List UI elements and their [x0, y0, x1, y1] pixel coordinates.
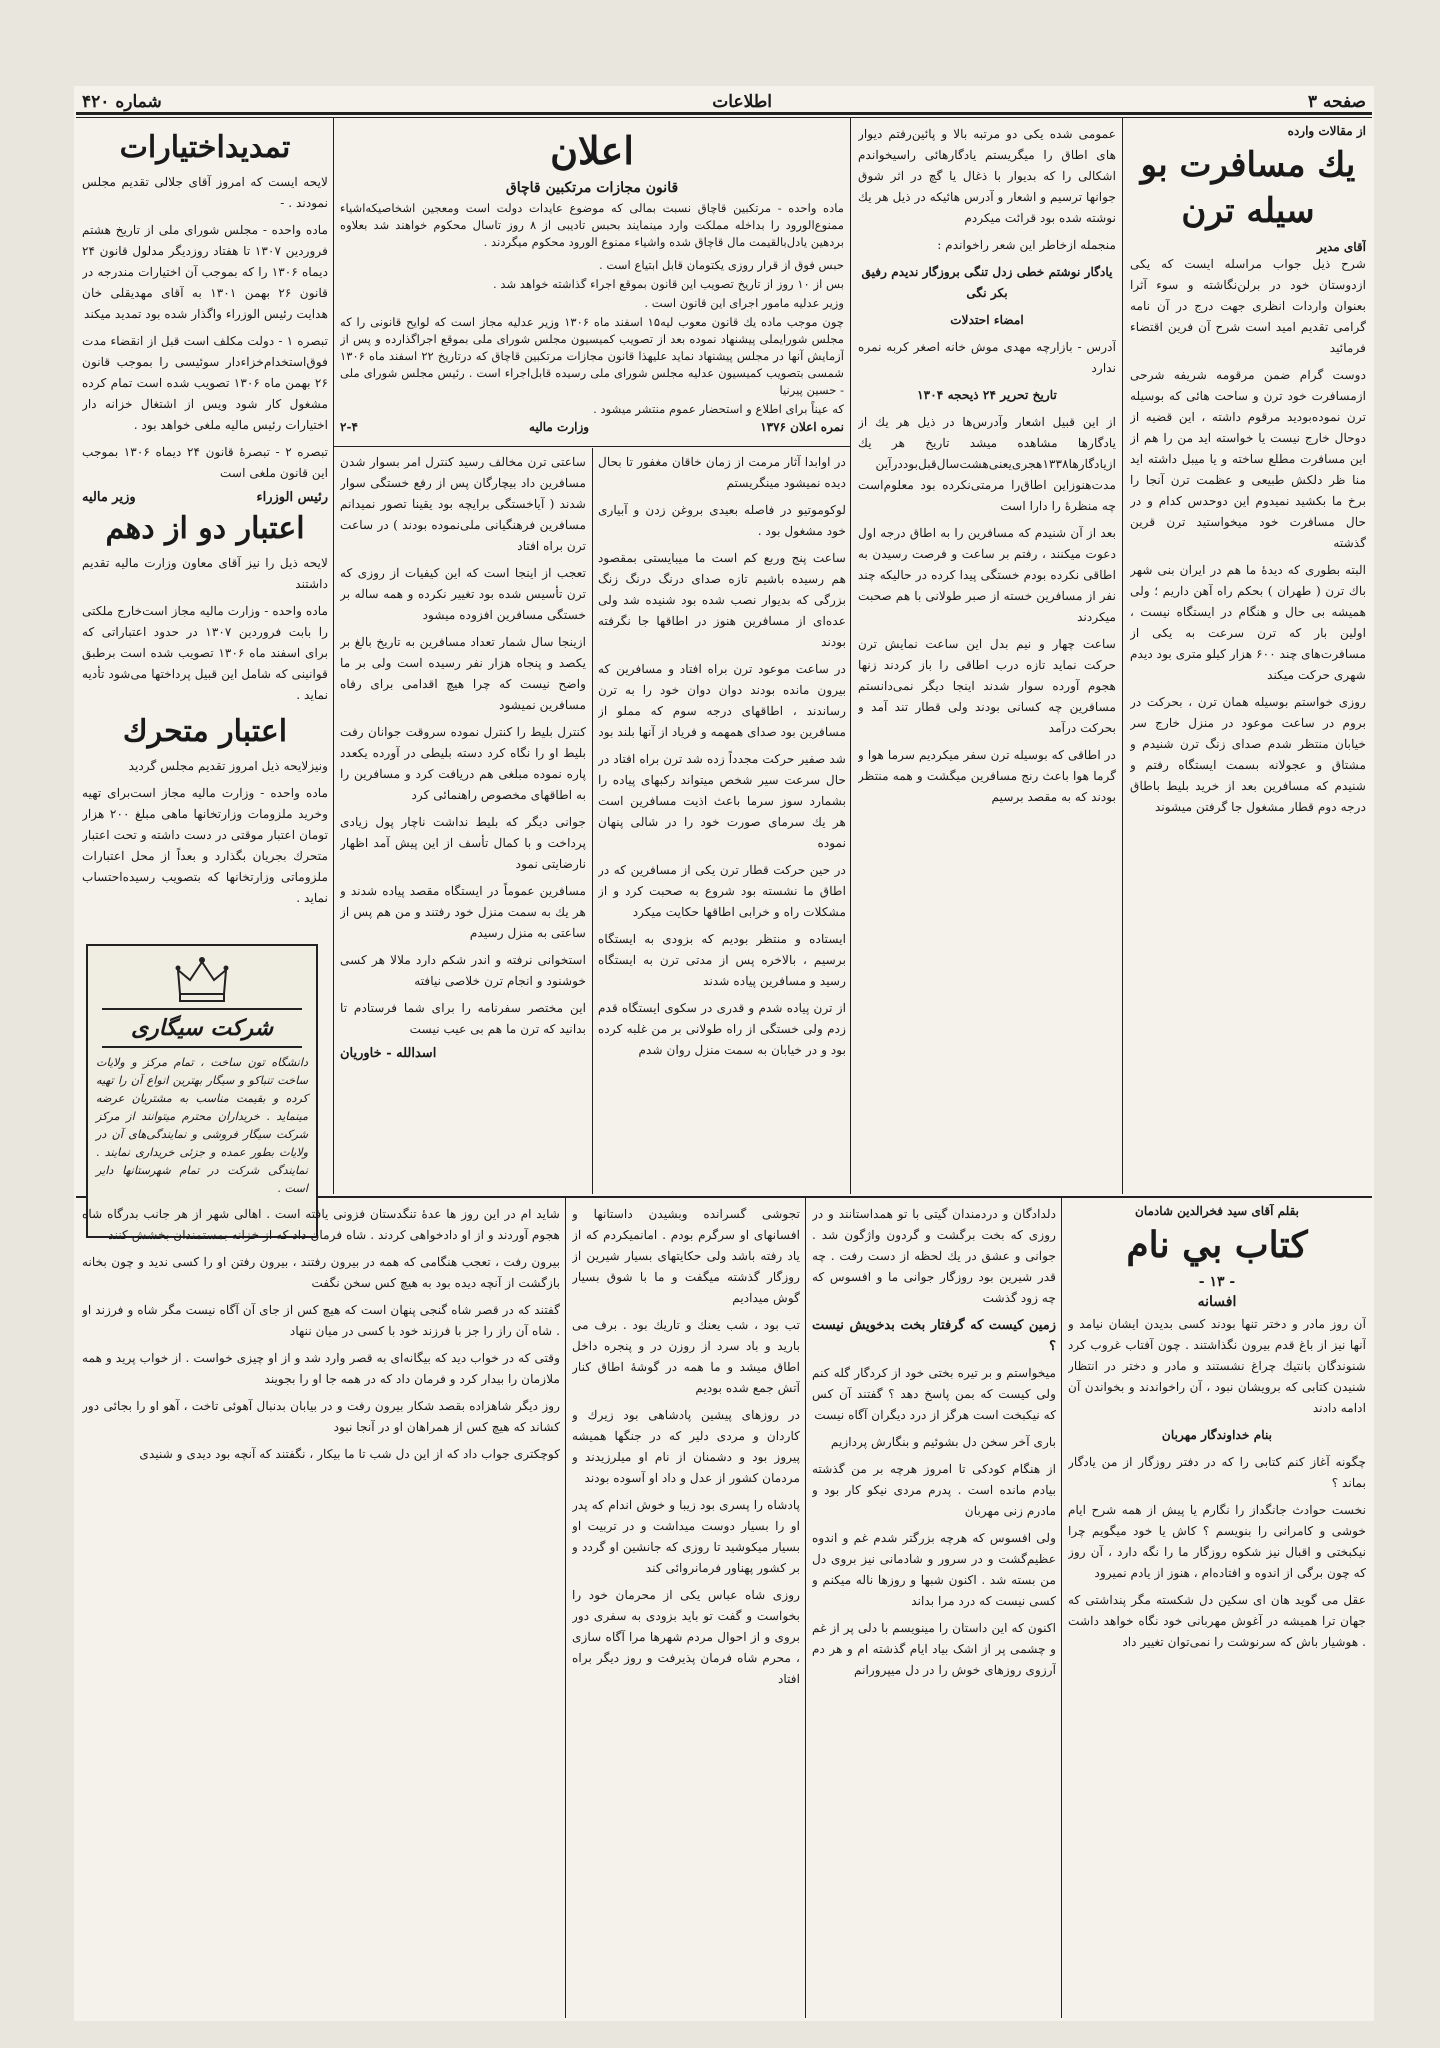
paragraph: چگونه آغاز کنم کتابی را که در دفتر روزگار از من یادگار بماند ؟	[1068, 1455, 1366, 1490]
paragraph: لایحه ایست که امروز آقای جلالی تقدیم مجلس نمودند . -	[82, 175, 328, 210]
paragraph: گفتند که در قصر شاه گنجی پنهان است که هیچ کس از جای آن آگاه نیست مگر شاه و فرزند او . شاه آن راز را جز با فرزند خود با کسی در میان ننهاد	[82, 1303, 560, 1338]
paragraph: لایحه ذیل را نیز آقای معاون وزارت مالیه تقدیم داشتند	[82, 556, 328, 591]
paragraph: میخواستم و بر تیره بختی خود از کردگار گله کنم ولی کیست که بمن پاسخ دهد ؟ گفتند آن کس که نیکبخت است هرگز از درد دیگران آگاه نیست	[812, 1366, 1056, 1422]
announcement-title: اعلان	[550, 128, 634, 173]
announcement-subtitle: قانون مجازات مرتکبین قاچاق	[505, 180, 679, 196]
law-article: حبس فوق از قرار روزی یکتومان قابل ابتیاع است .	[599, 258, 844, 272]
paragraph: این مختصر سفرنامه را برای شما فرستادم تا بدانید که ترن ما هم بی عیب نیست	[340, 1001, 586, 1036]
paragraph: روزی شاه عباس یکی از محرمان خود را بخواست و گفت تو باید بزودی به سفری دور بروی و از احوال مردم شهرها مرا آگاه سازی ، محرم شاه فرمان پذیرفت و روز دیگر براه افتاد	[572, 1588, 800, 1686]
paragraph: تعجب از اینجا است که این کیفیات از روزی که ترن تأسیس شده بود تغییر نکرده و همه ساله بر خستگی مسافرین افزوده میشود	[340, 566, 586, 622]
signature-finance-minister: وزیر مالیه	[82, 490, 136, 505]
column-nameless-book-3	[572, 1204, 800, 2014]
paragraph: در اوابدا آثار مرمت از زمان خاقان مغفور تا بحال دیده نمیشود مینگریستم	[598, 455, 846, 490]
paragraph: بارى آخر سخن دل بشوئیم و بنگارش پردازیم	[830, 1435, 1056, 1449]
column-nameless-book-2	[812, 1204, 1056, 2014]
column-rule	[565, 1198, 566, 2018]
paragraph: ساعت چهار و نیم بدل این ساعت نمایش ترن حرکت نماید تازه درب اطاقی را باز کردند زنها هجوم آورده سوار شدند اینجا دیگر نمی‌دانستم مسافرین چه کسانی بودند ولی قطار تند آمد و بحرکت درآمد	[858, 637, 1116, 735]
paragraph: پادشاه را پسری بود زیبا و خوش اندام که پدر او را بسیار دوست میداشت و در تربیت او بسیار میکوشید تا روزی که جانشین او گردد و بر کشور پهناور فرمانروائی کند	[572, 1498, 800, 1575]
header-rule-top	[76, 112, 1372, 115]
column-rule	[333, 118, 334, 1194]
paragraph: شاید ام در این روز ها عدهٔ تنگدستان فزونی یافته است . اهالی شهر از هر جانب بدرگاه شاه هجوم آوردند و از او دادخواهی کردند . شاه فرمان داد که از خزانه بمستمندان بخشش کنند	[82, 1207, 560, 1242]
masthead: اطلاعات	[712, 92, 772, 112]
column-parliament-bills	[82, 124, 328, 938]
paragraph: ماده واحده - وزارت مالیه مجاز است‌برای تهیه وخرید ملزومات وزارتخانها ماهی مبلغ ۲۰۰ هزار تومان اعتبار موقتی در دست داشته و تحت اعتبار متحرك بجریان بگذارد و بعداً از محل اعتبارات ملزوماتی وزارتخانها که بتصویب رسیده‌احتساب نماید .	[82, 786, 328, 905]
paragraph: تجوشی گسرانده وبشیدن داستانها و افسانهای او سرگرم بودم . امانمیکردم که از یاد رفته باشد ولی حکایتهای بسیار شیرین از روزگار گذشته میگفت و ما با شوق بسیار گوش میدادیم	[572, 1207, 800, 1305]
paragraph: ساعتی ترن مخالف رسید کنترل امر بسوار شدن مسافرین داد بیچارگان پس از رفع خستگی سوار شدند ( آیاخستگی برایچه بود یقینا تصور نمیدانم مسافرین فرهنگیانی ملی‌نموده بودند ) در ساعت ترن براه افتاد	[340, 455, 586, 553]
column-rule	[805, 1198, 806, 2018]
paragraph: عقل می گوید هان ای سکین دل شکسته مگر پنداشتی که جهان ترا همیشه در آغوش مهربانی خود نگاه خواهد داشت . هوشیار باش که سرنوشت را نمی‌توان تغییر داد	[1068, 1593, 1366, 1649]
bill-title-mobile-credit: اعتبار متحرك	[122, 714, 288, 749]
paragraph: وقتی که در خواب دید که بیگانه‌ای به قصر وارد شد و از او چیزی خواست . از خواب پرید و همه ملازمان را بیدار کرد و فرمان داد که در همه جا او را بجویند	[82, 1351, 560, 1386]
issue-number: شماره ۴۲۰	[82, 92, 162, 112]
paragraph: البته بطوری که دیدهٔ ما هم در ایران بنی شهر باك ترن ( طهران ) بحکم راه آهن داریم ؛ ولی همیشه بی حال و هنگام در ایستگاه نیست ، اولین بار که ترن سرعت به یکی از مسافرت‌های چند ۶۰۰ هزار کیلو متری بود دیدم شهری حرکت میکند	[1130, 563, 1366, 682]
article-signature: اسدالله - خاوریان	[340, 1046, 437, 1061]
paragraph: اکنون که این داستان را مینویسم با دلی پر از غم و چشمی پر از اشک بیاد ایام گذشته ام و هر دم آرزوی روزهای خوش را در دل میپرورانم	[812, 1621, 1056, 1677]
column-rule	[1061, 1198, 1062, 2018]
paragraph: دوست گرام ضمن مرقومه شریفه شرحی ازمسافرت خود ترن و ساحت هائی که بوسیله ترن نموده‌بودید مرقوم داشته ، این قضیه از دوحال خارج نیست یا خواسته اید من را هم از این مسافرت مطلع ساخته و یا میبل داشته اید منا ظر دلکش طبیعی و عظمت ترن آنجا را برخ ما بکشید نمیدوم این دوحدس کدام و در حال مسافرت خود میخواستید ترن قرین گذشته	[1130, 368, 1366, 550]
paragraph: در حین حرکت قطار ترن یکی از مسافرین که در اطاق ما نشسته بود شروع به صحبت کرد و از مشکلات راه و خرابی اطاقها حکایت میکرد	[598, 863, 846, 919]
paragraph: شد صفیر حرکت مجدداً زده شد ترن براه افتاد در حال سرعت سیر شخص میتواند رکبهای پیاده را بشمارد سوز سرما باعث اذیت مسافرین است هر یك سرمای صورت خود را در شالی پنهان نموده	[598, 752, 846, 850]
paragraph: در اطاقی که بوسیله ترن سفر میکردیم سرما هوا و گرما هوا باعث رنج مسافرین میگشت و همه منتظر بودند که به مقصد برسیم	[858, 748, 1116, 804]
poem-signature: امضاء احتدلات	[950, 313, 1024, 327]
signature-prime-minister: رئیس الوزراء	[256, 490, 328, 505]
announcement-smuggling-law	[340, 124, 844, 442]
article-title: يك مسافرت بو سيله ترن	[1140, 145, 1356, 231]
announcement-closing: که عیناً برای اطلاع و استحضار عموم منتشر میشود .	[593, 402, 844, 416]
paragraph: تبصره ۱ - دولت مکلف است قبل از انقضاء مدت فوق‌استخدام‌خزاء‌دار سوئیسی را بموجب قانون ۲۶ بهمن ماه ۱۳۰۶ تصویب شده است تمام کرده مشغول کار شود ویس از اشتغال خزانه دار اختیارات رئیس مالیه ملغی خواهد بود .	[82, 334, 328, 432]
column-article-continued-3	[340, 452, 586, 1192]
paragraph: ساعت پنج وربع کم است ما میبایستی بمقصود هم رسیده باشیم تازه صدای درنگ درنگ زنگ بزرگی که بدیوار نصب شده بود شنیده شد ولی عده‌ای از مسافرین هنوز در اطاقها جا نگرفته بودند	[598, 551, 846, 649]
paragraph: کوچکتری جواب داد که از این دل شب تا ما بیکار ، نگفتند که آنچه بود دیدی و شنیدی	[139, 1447, 560, 1461]
column-rule	[850, 118, 851, 1194]
section-kicker: از مقالات وارده	[1287, 124, 1366, 138]
paragraph: ولی افسوس که هرچه بزرگتر شدم غم و اندوه عظیم‌گشت و در سرور و شادمانی نیز بروی دل من بسته شد . اکنون شبها و روزها ناله میکنم و کسی نیست که درد مرا بداند	[812, 1531, 1056, 1608]
paragraph: ونیزلایحه ذیل امروز تقدیم مجلس گردید	[128, 759, 328, 773]
bill-title-twelfth-credit: اعتبار دو از دهم	[105, 511, 305, 546]
invocation: بنام خداوندگار مهربان	[1161, 1428, 1273, 1442]
paragraph: از هنگام کودکی تا امروز هرچه بر من گذشته بیادم مانده است . پدرم مردی نیکو کار بود و مادرم زنی مهربان	[812, 1462, 1056, 1518]
announcement-code: ۲-۴	[340, 420, 358, 434]
paragraph: دلدادگان و دردمندان گیتی با تو همداستانند و در روزی که بخت برگشت و گردون واژگون شد . جوانی و عشق در یك لحظه از دست رفت . چه قدر شیرین بود روزگار جوانی ما و افسوس که چه زود گذشت	[812, 1207, 1056, 1305]
page-number: صفحه ۳	[1307, 92, 1366, 112]
salutation: آقای مدیر	[1317, 240, 1366, 254]
column-nameless-book	[1068, 1204, 1366, 2014]
header-rule-bottom	[76, 117, 1372, 118]
paragraph: در روزهای پیشین پادشاهی بود زیرك و کاردان و مردی دلیر که در جنگها همیشه پیروز بود و دشمنان از نام او میلرزیدند و مردمان کشور از عدل و داد او آسوده بودند	[572, 1408, 800, 1485]
column-article-continued	[858, 124, 1116, 1192]
law-article: چون موجب ماده یك قانون معوب لیه‌۱۵ اسفند ماه ۱۳۰۶ وزیر عدلیه مجاز است که لوایح قانونی را که مجلس شورایملی پیشنهاد نموده بعد از تصویب کمیسیون مجلس شورای ملی بموقع اجراگذارده و پس از آزمایش آنها در مجلس پیشنهاد نماید علیهذا قانون مجازات مرتکبین قاچاق که درتاریخ ۲۲ اسفند ماه ۱۳۰۶ شمسی بتصویب کمیسیون عدلیه مجلس شورای ملی رسیده قابل‌اجراء است . رئیس مجلس شورای ملی - حسین پیرنیا	[340, 315, 844, 397]
paragraph: شرح ذیل جواب مراسله ایست که یکی ازدوستان خود در برلن‌نگاشته و سوء آثرا بعنوان واردات انظری جهت درج در آن نامه گرامی تقدیم امید است شرح آن فرین اقتضاء فرمائید	[1130, 257, 1366, 355]
cigarette-company-advertisement	[86, 944, 318, 1238]
address-line: آدرس - بازارچه مهدی موش خانه اصغر کربه نمره ندارد	[858, 340, 1116, 375]
paragraph: در ساعت موعود ترن براه افتاد و مسافرین که بیرون مانده بودند دوان دوان خود را به ترن رساندند ، اطاقهای درجه سوم که مملو از مسافرین بود صدای همهمه و فریاد از آنها بلند بود	[598, 662, 846, 739]
paragraph: بیرون رفت ، تعجب هنگامی که همه در بیرون رفتند ، بیرون رفتن او را کسی ندید و چون بخانه بازگشت از آنچه دیده بود به هیچ کس سخن نگفت	[82, 1255, 560, 1290]
paragraph: روزی خواستم بوسیله همان ترن ، بحرکت در بروم در ساعت موعود در منزل خارج سر خیابان منتظر شدم صدای زنگ ترن شنیدم و مشتاق و عجولانه بسمت ایستگاه رفتم و شنیدم که مسافرین بعد از خرید بلیط باطاق درجه دوم قطار مشغول جا گرفتن میشوند	[1130, 695, 1366, 814]
serial-part: - ۱۳ -	[1198, 1274, 1236, 1290]
paragraph: ایستاده و منتظر بودیم که بزودی به ایستگاه برسیم ، بالاخره پس از مدتی ترن به ایستگاه رسید و مسافرین پیاده شدند	[598, 932, 846, 988]
paragraph: استخوانی نرفته و اندر شکم دارد ملالا هر کسی خوشنود و انجام ترن خلاصی نیافته	[340, 953, 586, 988]
paragraph: نخست حوادث جانگداز را نگارم یا پیش از همه شرح ایام خوشی و کامرانی را بنویسم ؟ کاش یا خود میگویم چرا نیکبختی و اقبال نیز شکوه روزگار ما را نگه دارد ، آن روز که چون برگی از اندوه و افتاده‌ام ، هنوز از یادم نمیرود	[1068, 1503, 1366, 1580]
paragraph: روز دیگر شاهزاده بقصد شکار بیرون رفت و در بیابان بدنبال آهوئی تاخت ، آهو او را بجائی دور کشاند که هیچ کس از همراهان او در آنجا نبود	[82, 1399, 560, 1434]
crown-emblem-icon	[172, 954, 232, 1004]
paragraph: منجمله ازخاطر این شعر راخواندم :	[937, 238, 1116, 252]
page-header	[76, 92, 1372, 112]
column-rule	[592, 448, 593, 1194]
column-rule	[1122, 118, 1123, 1194]
section-heading: زمین کیست که گرفتار بخت بدخویش نیست ؟	[812, 1318, 1056, 1354]
advertisement-banner: شرکت سیگاری	[102, 1008, 302, 1048]
serial-title: كتاب بي نام	[1126, 1224, 1308, 1266]
announcement-rule	[334, 446, 850, 447]
paragraph: لوکوموتیو در فاصله بعیدی بروغن زدن و آبیاری خود مشغول بود .	[598, 503, 846, 538]
paragraph: ماده واحده - مجلس شورای ملی از تاریخ هشتم فروردین ۱۳۰۷ تا هفتاد روزدیگر مدلول قانون ۲۴ دیماه ۱۳۰۶ را که بموجب آن اختیارات مندرجه در قانون ۲۶ بهمن ۱۳۰۱ به آقای مهدیقلی خان هدایت رئیس الوزراء واگذار شده بود تمدید میکند	[82, 223, 328, 321]
paragraph: ازینجا سال شمار تعداد مسافرین به تاریخ بالغ بر یکصد و پنجاه هزار نفر رسیده است ولی بر ما واضح نیست که چرا هیچ اقدامی برای رفاه مسافرین نمیشود	[340, 635, 586, 712]
paragraph: مسافرین عموماً در ایستگاه مقصد پیاده شدند و هر یك به سمت منزل خود رفتند و من هم پس از ساعتی به منزل رسیدم	[340, 884, 586, 940]
law-article: وزیر عدلیه مامور اجرای این قانون است .	[644, 296, 844, 310]
announcement-issuer: وزارت ماليه	[529, 420, 590, 434]
law-article: ماده واحده - مرتکبین قاچاق نسبت بمالی که موضوع عایدات دولت است ومعجین اشخاصیکه‌اشیاء ممنوع‌الورود را بداخله مملکت وارد مینمایند بحبس تادیبی از ۸ روز تا‌سال محکوم خواهند شد بعلاوه بردهین یادل‌بالقیمت مال قاچاق شده واشیاء ممنوع الورود محکوم میگردند .	[340, 201, 844, 249]
announcement-number: نمره اعلان ۱۳۷۶	[760, 420, 844, 434]
paragraph: جوانی دیگر که بلیط نداشت ناچار پول زیادی پرداخت و با کمال تأسف از این پیش آمد اظهار نارضایتی نمود	[340, 815, 586, 871]
poem-line: یادگار نوشتم خطی زدل تنگی بروزگار ندیدم رفیق بکر نگی	[861, 265, 1113, 300]
author-byline: بقلم آقای سید فخرالدین شادمان	[1135, 1204, 1299, 1218]
paragraph: تب بود ، شب یعنك و تاریك بود . برف می بارید و باد سرد از روزن در و پنجره داخل اطاق میشد و ما همه در گوشهٔ اطاق کنار آتش جمع شده بودیم	[572, 1318, 800, 1395]
paragraph: از این قبیل اشعار وآدرس‌ها در ذیل هر یك از یادگارها مشاهده میشد تاریخ هر یك ازیادگارها۱۳۳۸هجری‌یعنی‌هشت‌سال‌قبل‌بوددرآین مدت‌هنوز‌این اطاق‌را مرمتی‌نکرده بود معلوم‌است چه منظرهٔ را دارا است	[858, 415, 1116, 513]
law-article: بس از ۱۰ روز از تاریخ تصویب این قانون بموقع اجراء گذاشته خواهد شد .	[493, 277, 844, 291]
paragraph: ماده واحده - وزارت مالیه مجاز است‌خارج ملکتی را بابت فروردین ۱۳۰۷ در حدود اعتباراتی که برای اسفند ماه ۱۳۰۶ تصویب شده است برطبق قوانینی که شامل این قبیل پرداختها می‌شود تأدیه نماید .	[82, 604, 328, 702]
column-nameless-book-4	[82, 1204, 560, 2014]
paragraph: بعد از آن شنیدم که مسافرین را به اطاق درجه اول دعوت میکنند ، رفتم بر ساعت و فرصت رسیدن به اطاقی نکرده بودم خستگی پیدا کرده در حالیکه چند نفر از مسافرین خسته از صبر طولانی با هم صحبت میکردند	[858, 526, 1116, 624]
paragraph: کنترل بلیط را کنترل نموده سروقت جوانان رفت بلیط او را نگاه کرد دسته بلیطی در آورده یکعدد پاره نموده مبلغی هم دریافت کرد و مسافرین را به اطاقهای مخصوص راهنمائی کرد	[340, 725, 586, 802]
column-article-train-journey	[1130, 124, 1366, 1192]
column-article-continued-2	[598, 452, 846, 1192]
bill-title-extension: تمديداختيارات	[119, 130, 291, 165]
advertisement-text: دانشگاه تون ساخت ، تمام مرکز و ولایات ساخت تنباکو و سیگار بهترین انواع آن را تهیه کرده و بقیمت مناسب به مشتریان عرضه مینماید . خریداران محترم میتوانند از مرکز شرکت سیگار فروشی و نمایندگی‌های آن در ولایات بطور عمده و جزئی خریداری نمایند . نمایندگی شرکت در تمام شهرستانها دایر است .	[96, 1056, 308, 1195]
paragraph: عمومی شده یکی دو مرتبه بالا و پائین‌رفتم دیوار های اطاق را میگریستم یادگارهائی راسیخوا‌ندم اشکالی را که بدیوار با ذغال یا گچ در اثر شوق جوانها ترسیم و اشعار و آدرس هائیکه در ذیل هر یك نوشته شده بود قرائت میکردم	[858, 127, 1116, 225]
paragraph: از ترن پیاده شدم و قدری در سکوی ایستگاه قدم زدم ولی خستگی از راه طولانی بر من غلبه کرده بود و در خیابان به سمت منزل روان شدم	[598, 1001, 846, 1057]
serial-section: افسانه	[1197, 1294, 1237, 1310]
paragraph: تبصره ۲ - تبصرهٔ قانون ۲۴ دیماه ۱۳۰۶ بموجب این قانون ملغی است	[82, 445, 328, 480]
date-line: تاریخ تحریر ۲۴ ذیحجه ۱۳۰۴	[917, 388, 1057, 402]
paragraph: آن روز مادر و دختر تنها بودند کسی بدیدن ایشان نیامد و آنها نیز از باغ قدم بیرون نگذاشتند . چون آفتاب غروب کرد شنوندگان بانتیك چراغ نشستند و مادر و دختر در انتظار شنیدن کتابی که برویشان نبود ، آن راخواندند و بخواندن آن ادامه دادند	[1068, 1317, 1366, 1415]
